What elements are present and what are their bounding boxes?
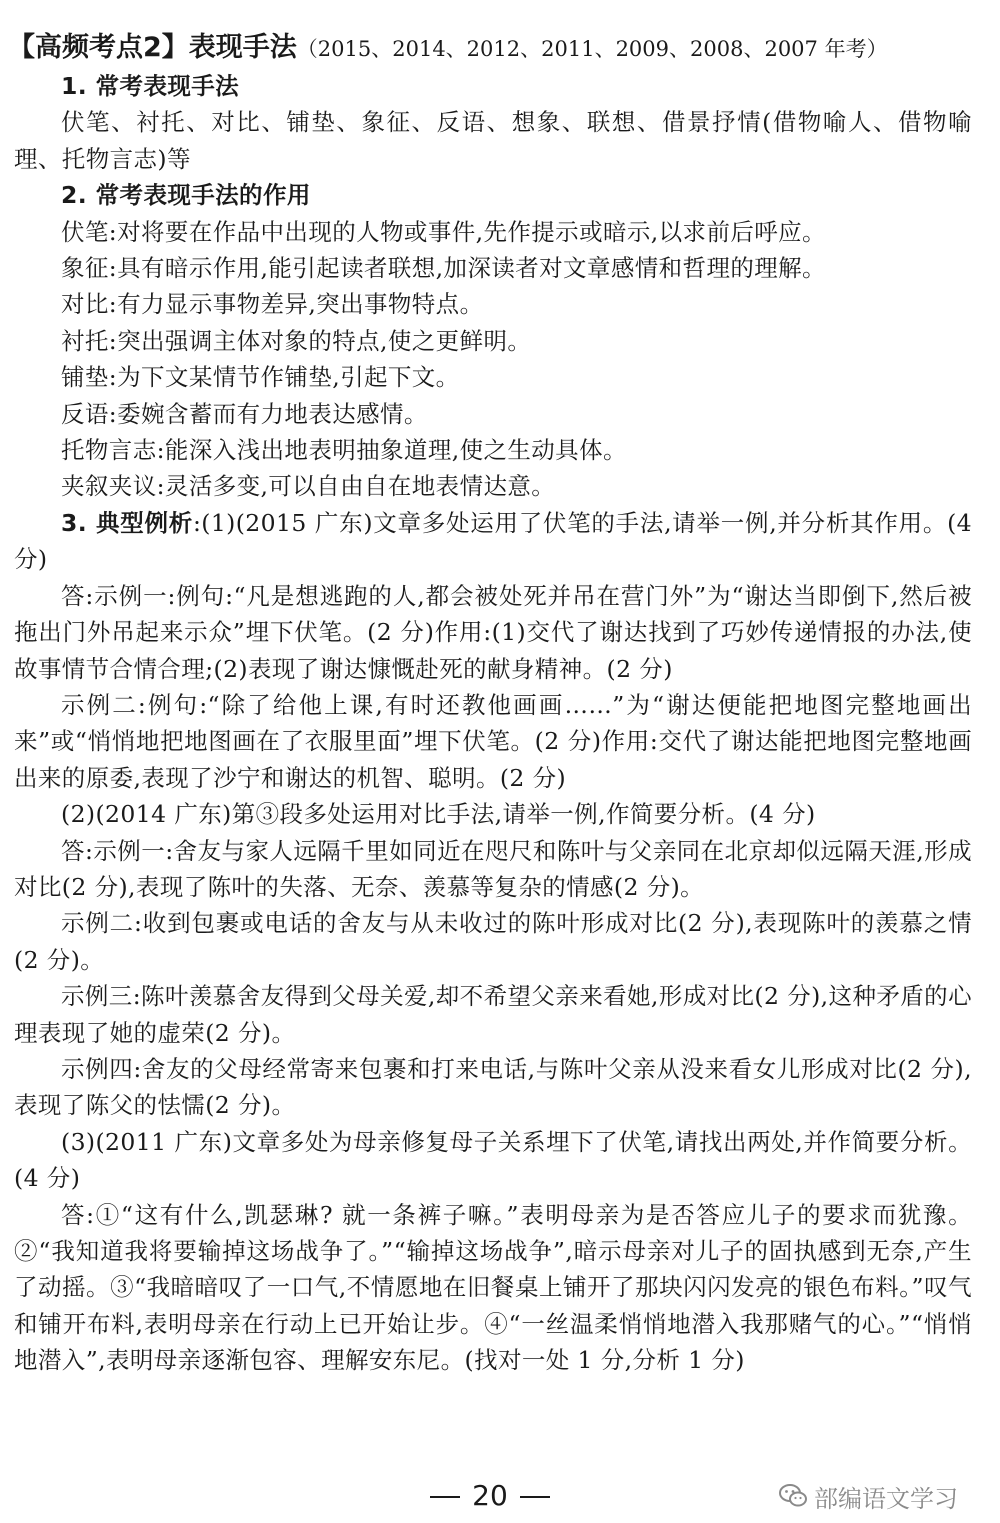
function-item: 托物言志:能深入浅出地表明抽象道理,使之生动具体。 [61,436,627,465]
answer-paragraph: 答:示例一:舍友与家人远隔千里如同近在咫尺和陈叶与父亲同在北京却似远隔天涯,形成对比(2 分),表现了陈叶的失落、无奈、羡慕等复杂的情感(2 分)。 [14,836,972,901]
subheading-technique-functions: 2. 常考表现手法的作用 [61,181,311,210]
watermark-text: 部编语文学习 [814,1484,958,1513]
function-item: 铺垫:为下文某情节作铺垫,引起下文。 [61,363,460,392]
answer-paragraph: 示例三:陈叶羡慕舍友得到父母关爱,却不希望父亲来看她,形成对比(2 分),这种矛盾的心理表现了她的虚荣(2 分)。 [14,982,972,1047]
answer-paragraph: 示例二:例句:“除了给他上课,有时还教他画画……”为“谢达便能把地图完整地画出来”或“悄悄地把地图画在了衣服里面”埋下伏笔。(2 分)作用:交代了谢达能把地图完整地画出来的原委,表现了沙宁和谢达的机智、聪明。(2 分) [14,690,972,792]
function-item: 夹叙夹议:灵活多变,可以自由自在地表情达意。 [61,472,556,501]
subheading-typical-examples: 3. 典型例析 [61,508,193,537]
function-item: 衬托:突出强调主体对象的特点,使之更鲜明。 [61,326,532,355]
heading-title: 【高频考点2】表现手法 [8,32,297,63]
techniques-list-paragraph: 伏笔、衬托、对比、铺垫、象征、反语、想象、联想、借景抒情(借物喻人、借物喻理、托物言志)等 [14,108,972,173]
heading-years: （2015、2014、2012、2011、2009、2008、2007 年考） [296,37,888,61]
function-item: 象征:具有暗示作用,能引起读者联想,加深读者对文章感情和哲理的理解。 [61,254,826,283]
wechat-icon [778,1483,808,1509]
answer-paragraph: 答:示例一:例句:“凡是想逃跑的人,都会被处死并吊在营门外”为“谢达当即倒下,然后被拖出门外吊起来示众”埋下伏笔。(2 分)作用:(1)交代了谢达找到了巧妙传递情报的办法,使故事情节合情合理;(2)表现了谢达慷慨赴死的献身精神。(2 分) [14,581,972,683]
function-item: 对比:有力显示事物差异,突出事物特点。 [61,290,484,319]
example-question-3: (3)(2011 广东)文章多处为母亲修复母子关系埋下了伏笔,请找出两处,并作简要分析。(4 分) [14,1127,972,1193]
page-number: 20 [472,1479,508,1512]
answer-paragraph: 示例二:收到包裹或电话的舍友与从未收过的陈叶形成对比(2 分),表现陈叶的羡慕之情(2 分)。 [14,909,972,974]
section-heading [8,30,988,67]
question-1-text: :(1)(2015 广东)文章多处运用了伏笔的手法,请举一例,并分析其作用。(4 分) [14,508,972,574]
function-item: 反语:委婉含蓄而有力地表达感情。 [61,399,428,428]
example-question-1 [14,505,972,578]
page-footer [0,1478,1000,1518]
subheading-common-techniques: 1. 常考表现手法 [61,72,240,100]
document-body [14,68,972,1379]
answer-paragraph: 答:①“这有什么,凯瑟琳? 就一条裤子嘛。”表明母亲为是否答应儿子的要求而犹豫。②“我知道我将要输掉这场战争了。”“输掉这场战争”,暗示母亲对儿子的固执感到无奈,产生了动摇。③“我暗暗叹了一口气,不情愿地在旧餐桌上铺开了那块闪闪发亮的银色布料。”叹气和铺开布料,表明母亲在行动上已开始让步。④“一丝温柔悄悄地潜入我那赌气的心。”“悄悄地潜入”,表明母亲逐渐包容、理解安东尼。(找对一处 1 分,分析 1 分) [14,1200,972,1375]
function-item: 伏笔:对将要在作品中出现的人物或事件,先作提示或暗示,以求前后呼应。 [61,217,826,246]
example-question-2: (2)(2014 广东)第③段多处运用对比手法,请举一例,作简要分析。(4 分) [61,800,816,829]
answer-paragraph: 示例四:舍友的父母经常寄来包裹和打来电话,与陈叶父亲从没来看女儿形成对比(2 分),表现了陈父的怯懦(2 分)。 [14,1054,972,1120]
watermark [778,1478,958,1514]
page-number-dash-right [520,1496,550,1498]
